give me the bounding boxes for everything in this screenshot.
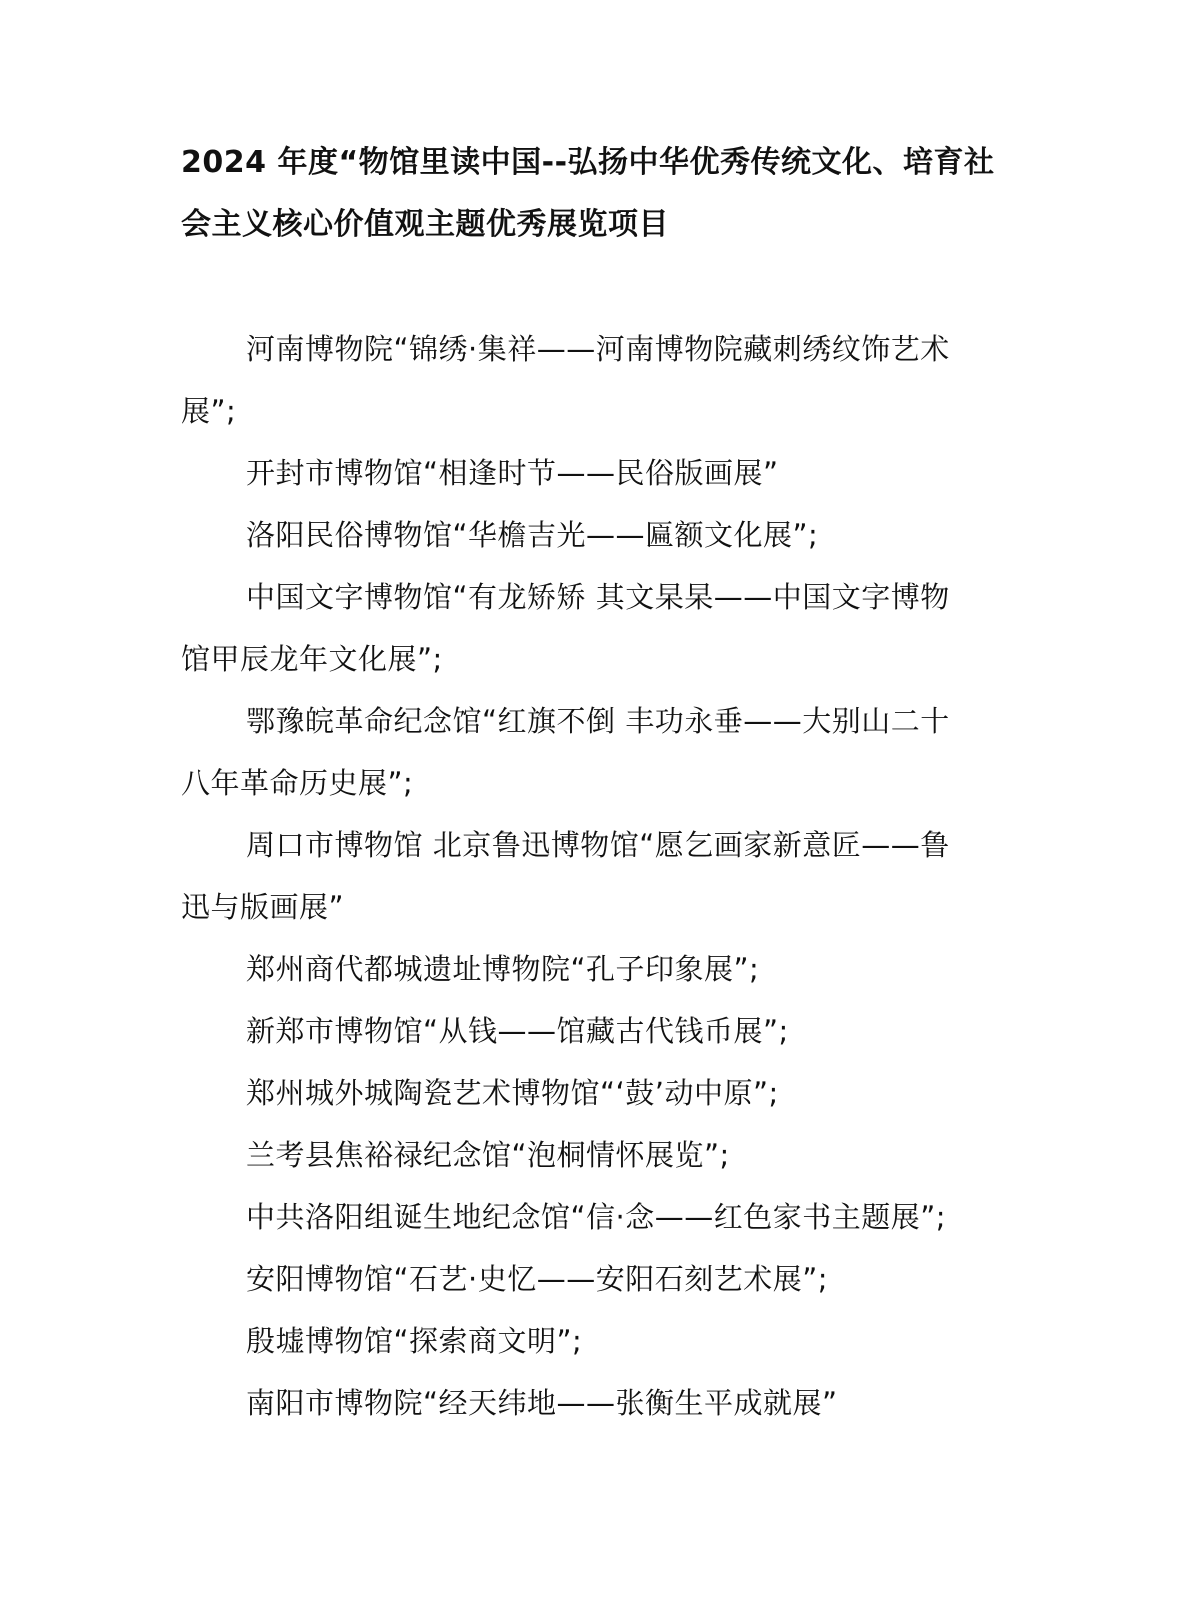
document-title <box>181 132 1021 256</box>
exhibition-item <box>181 504 1021 566</box>
exhibition-item <box>181 1124 1021 1186</box>
exhibition-item-text: 展”; <box>181 394 237 428</box>
document-title-line: 会主义核心价值观主题优秀展览项目 <box>181 207 669 242</box>
exhibition-list <box>181 318 1021 1434</box>
exhibition-item-text: 周口市博物馆 北京鲁迅博物馆“愿乞画家新意匠——鲁 <box>246 828 950 862</box>
exhibition-item <box>181 566 1021 690</box>
exhibition-item-text: 中共洛阳组诞生地纪念馆“信·念——红色家书主题展”; <box>246 1200 947 1234</box>
exhibition-item <box>181 442 1021 504</box>
exhibition-item <box>181 938 1021 1000</box>
exhibition-item <box>181 690 1021 814</box>
exhibition-item-text: 河南博物院“锦绣·集祥——河南博物院藏刺绣纹饰艺术 <box>246 332 950 366</box>
exhibition-item <box>181 1062 1021 1124</box>
exhibition-item <box>181 814 1021 938</box>
document-title-line: 2024 年度“物馆里读中国--弘扬中华优秀传统文化、培育社 <box>181 145 995 180</box>
exhibition-item <box>181 1310 1021 1372</box>
exhibition-item-text: 殷墟博物馆“探索商文明”; <box>246 1324 583 1358</box>
exhibition-item-text: 兰考县焦裕禄纪念馆“泡桐情怀展览”; <box>246 1138 730 1172</box>
exhibition-item-text: 南阳市博物院“经天纬地——张衡生平成就展” <box>246 1386 838 1420</box>
exhibition-item-text: 郑州城外城陶瓷艺术博物馆“‘鼓’动中原”; <box>246 1076 779 1110</box>
exhibition-item <box>181 1000 1021 1062</box>
exhibition-item-text: 洛阳民俗博物馆“华檐吉光——匾额文化展”; <box>246 518 819 552</box>
exhibition-item-text: 开封市博物馆“相逢时节——民俗版画展” <box>246 456 779 490</box>
exhibition-item-text: 馆甲辰龙年文化展”; <box>181 642 443 676</box>
exhibition-item-text: 迅与版画展” <box>181 890 345 924</box>
exhibition-item-text: 新郑市博物馆“从钱——馆藏古代钱币展”; <box>246 1014 789 1048</box>
exhibition-item-text: 郑州商代都城遗址博物院“孔子印象展”; <box>246 952 760 986</box>
exhibition-item-text: 鄂豫皖革命纪念馆“红旗不倒 丰功永垂——大别山二十 <box>246 704 950 738</box>
exhibition-item-text: 中国文字博物馆“有龙矫矫 其文杲杲——中国文字博物 <box>246 580 950 614</box>
exhibition-item <box>181 1372 1021 1434</box>
exhibition-item <box>181 318 1021 442</box>
exhibition-item-text: 安阳博物馆“石艺·史忆——安阳石刻艺术展”; <box>246 1262 829 1296</box>
exhibition-item <box>181 1186 1021 1248</box>
exhibition-item-text: 八年革命历史展”; <box>181 766 414 800</box>
exhibition-item <box>181 1248 1021 1310</box>
